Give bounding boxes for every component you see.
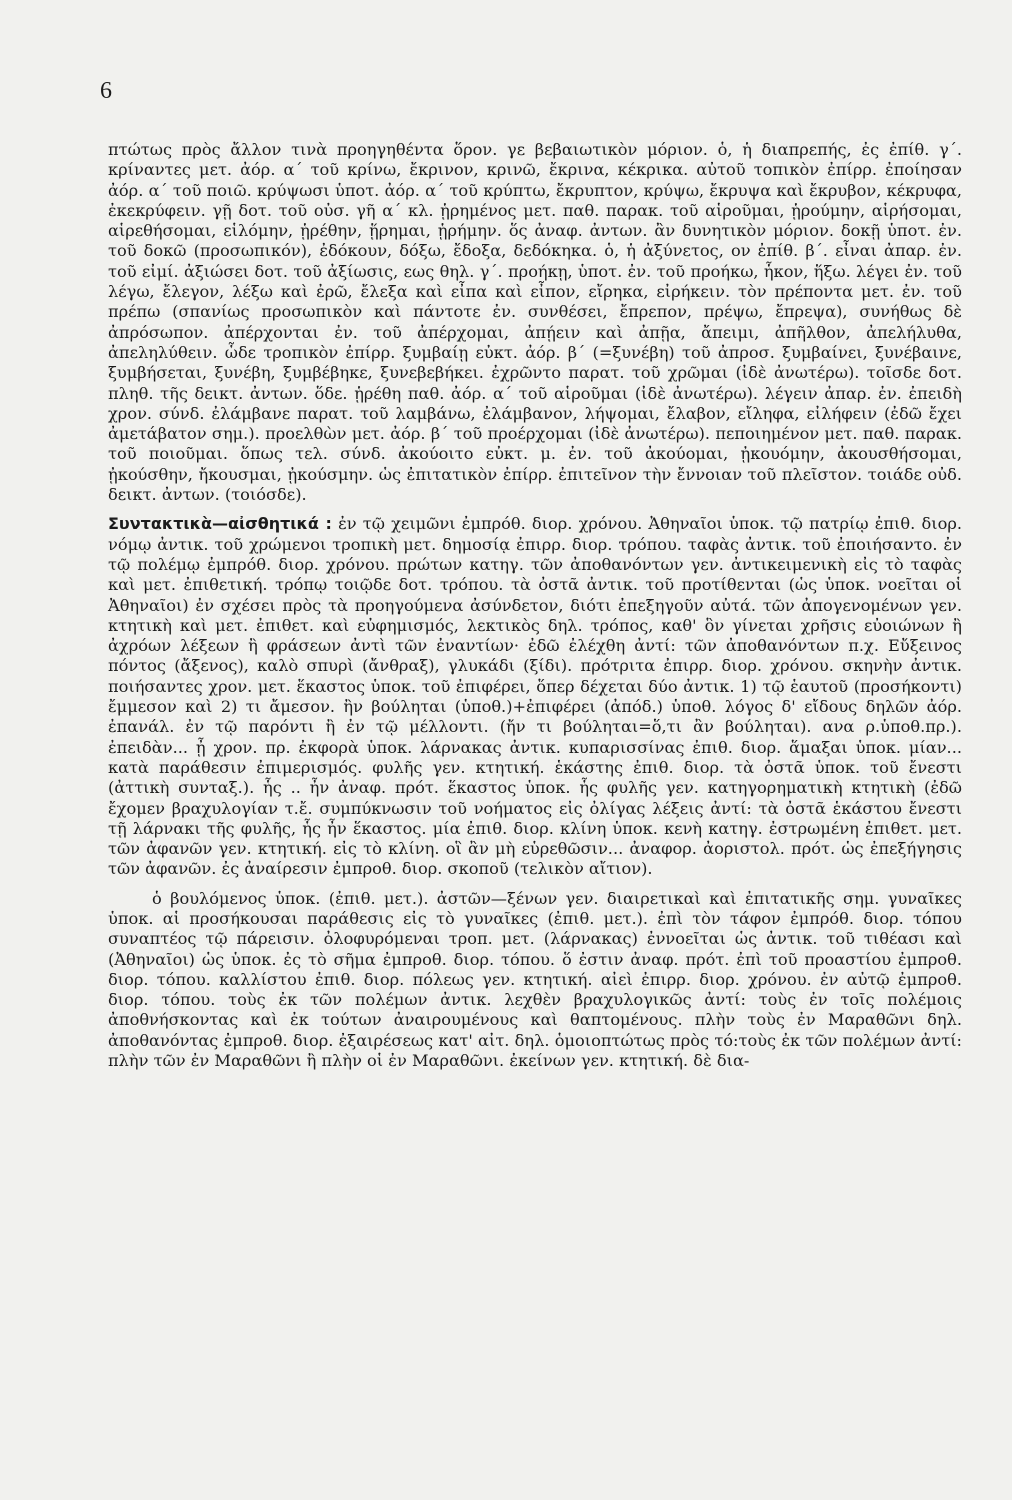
- vocabulary-paragraph: πτώτως πρὸς ἄλλον τινὰ προηγηθέντα ὅρον. γε βεβαιωτικὸν μόριον. ὁ, ἡ διαπρεπής, ἐς ἐπίθ. γ΄. κρίναντες μετ. ἀόρ. α΄ τοῦ κρίνω, ἔκρινον, κρινῶ, ἔκρινα, κέκρικα. αὐτοῦ τοπικὸν ἐπίρρ. ἐποίησαν ἀόρ. α΄ τοῦ ποιῶ. κρύψωσι ὑποτ. ἀόρ. α΄ τοῦ κρύπτω, ἔκρυπτον, κρύψω, ἔκρυψα καὶ ἔκρυβον, κέκρυφα, ἐκεκρύφειν. γῇ δοτ. τοῦ οὐσ. γῆ α΄ κλ. ᾑρημένος μετ. παθ. παρακ. τοῦ αἱροῦμαι, ᾑρούμην, αἱρήσομαι, αἱρεθήσομαι, εἱλόμην, ᾑρέθην, ᾕρημαι, ᾑρήμην. ὅς ἀναφ. ἀντων. ἂν δυνητικὸν μόριον. δοκῇ ὑποτ. ἐν. τοῦ δοκῶ (προσωπικόν), ἐδόκουν, δόξω, ἔδοξα, δεδόκηκα. ὁ, ἡ ἀξύνετος, ον ἐπίθ. β΄. εἶναι ἀπαρ. ἐν. τοῦ εἰμί. ἀξιώσει δοτ. τοῦ ἀξίωσις, εως θηλ. γ΄. προήκῃ, ὑποτ. ἐν. τοῦ προήκω, ἧκον, ἥξω. λέγει ἐν. τοῦ λέγω, ἔλεγον, λέξω καὶ ἐρῶ, ἔλεξα καὶ εἶπα καὶ εἶπον, εἴρηκα, εἰρήκειν. τὸν πρέποντα μετ. ἐν. τοῦ πρέπω (σπανίως προσωπικὸν καὶ πάντοτε ἐν. συνθέσει, ἔπρεπον, πρέψω, ἔπρεψα), συνήθως δὲ ἀπρόσωπον. ἀπέρχονται ἐν. τοῦ ἀπέρχομαι, ἀπῄειν καὶ ἀπῇα, ἄπειμι, ἀπῆλθον, ἀπελήλυθα, ἀπεληλύθειν. ὧδε τροπικὸν ἐπίρρ. ξυμβαίῃ εὐκτ. ἀόρ. β΄ (=ξυνέβη) τοῦ ἀπροσ. ξυμβαίνει, ξυνέβαινε, ξυμβήσεται, ξυνέβη, ξυμβέβηκε, ξυνεβεβήκει. ἐχρῶντο παρατ. τοῦ χρῶμαι (ἰδὲ ἀνωτέρω). τοῖσδε δοτ. πληθ. τῆς δεικτ. ἀντων. ὅδε. ᾑρέθη παθ. ἀόρ. α΄ τοῦ αἱροῦμαι (ἰδὲ ἀνωτέρω). λέγειν ἀπαρ. ἐν. ἐπειδὴ χρον. σύνδ. ἐλάμβανε παρατ. τοῦ λαμβάνω, ἐλάμβανον, λήψομαι, ἔλαβον, εἴληφα, εἰλήφειν (ἐδῶ ἔχει ἀμετάβατον σημ.). προελθὼν μετ. ἀόρ. β΄ τοῦ προέρχομαι (ἰδὲ ἀνωτέρω). πεποιημένον μετ. παθ. παρακ. τοῦ ποιοῦμαι. ὅπως τελ. σύνδ. ἀκούοιτο εὐκτ. μ. ἐν. τοῦ ἀκούομαι, ᾐκουόμην, ἀκουσθήσομαι, ᾐκούσθην, ἤκουσμαι, ᾐκούσμην. ὡς ἐπιτατικὸν ἐπίρρ. ἐπιτεῖνον τὴν ἔννοιαν τοῦ πλεῖστον. τοιάδε οὐδ. δεικτ. ἀντων. (τοιόσδε).: [108, 140, 962, 505]
- section-heading: Συντακτικὰ—αἰσθητικά :: [108, 514, 332, 534]
- notes-paragraph: ὁ βουλόμενος ὑποκ. (ἐπιθ. μετ.). ἀστῶν—ξένων γεν. διαιρετικαὶ καὶ ἐπιτατικῆς σημ. γυναῖκες ὑποκ. αἱ προσήκουσαι παράθεσις εἰς τὸ γυναῖκες (ἐπιθ. μετ.). ἐπὶ τὸν τάφον ἐμπρόθ. διορ. τόπου συναπτέος τῷ πάρεισιν. ὀλοφυρόμεναι τροπ. μετ. (λάρνακας) ἐννοεῖται ὡς ἀντικ. τοῦ τιθέασι καὶ (Ἀθηναῖοι) ὡς ὑποκ. ἐς τὸ σῆμα ἐμπροθ. διορ. τόπου. ὅ ἐστιν ἀναφ. πρότ. ἐπὶ τοῦ προαστίου ἐμπροθ. διορ. τόπου. καλλίστου ἐπιθ. διορ. πόλεως γεν. κτητική. αἰεὶ ἐπιρρ. διορ. χρόνου. ἐν αὐτῷ ἐμπροθ. διορ. τόπου. τοὺς ἐκ τῶν πολέμων ἀντικ. λεχθὲν βραχυλογικῶς ἀντί: τοὺς ἐν τοῖς πολέμοις ἀποθνήσκοντας καὶ ἐκ τούτων ἀναιρουμένους καὶ θαπτομένους. πλὴν τοὺς ἐν Μαραθῶνι δηλ. ἀποθανόντας ἐμπροθ. διορ. ἐξαιρέσεως κατ' αἰτ. δηλ. ὁμοιοπτώτως πρὸς τό:τοὺς ἐκ τῶν πολέμων ἀντί: πλὴν τῶν ἐν Μαραθῶνι ἢ πλὴν οἱ ἐν Μαραθῶνι. ἐκείνων γεν. κτητική. δὲ δια-: [108, 888, 962, 1071]
- syntax-paragraph: [108, 514, 962, 879]
- page-number: 6: [100, 78, 112, 104]
- syntax-paragraph-text: ἐν τῷ χειμῶνι ἐμπρόθ. διορ. χρόνου. Ἀθηναῖοι ὑποκ. τῷ πατρίῳ ἐπιθ. διορ. νόμῳ ἀντικ. τοῦ χρώμενοι τροπικὴ μετ. δημοσίᾳ ἐπιρρ. διορ. τρόπου. ταφὰς ἀντικ. τοῦ ἐποιήσαντο. ἐν τῷ πολέμῳ ἐμπρόθ. διορ. χρόνου. πρώτων κατηγ. τῶν ἀποθανόντων γεν. ἀντικειμενικὴ εἰς τὸ ταφὰς καὶ μετ. ἐπιθετική. τρόπῳ τοιῷδε δοτ. τρόπου. τὰ ὀστᾶ ἀντικ. τοῦ προτίθενται (ὡς ὑποκ. νοεῖται οἱ Ἀθηναῖοι) ἐν σχέσει πρὸς τὰ προηγούμενα ἀσύνδετον, διότι ἐπεξηγοῦν αὐτά. τῶν ἀπογενομένων γεν. κτητικὴ καὶ μετ. ἐπιθετ. καὶ εὐφημισμός, λεκτικὸς δηλ. τρόπος, καθ' ὃν γίνεται χρῆσις εὐοιώνων ἢ ἀχρόων λέξεων ἢ φράσεων ἀντὶ τῶν ἐναντίων· ἐδῶ ἐλέχθη ἀντί: τῶν ἀποθανόντων π.χ. Εὔξεινος πόντος (ἄξενος), καλὸ σπυρὶ (ἄνθραξ), γλυκάδι (ξίδι). πρότριτα ἐπιρρ. διορ. χρόνου. σκηνὴν ἀντικ. ποιήσαντες χρον. μετ. ἕκαστος ὑποκ. τοῦ ἐπιφέρει, ὅπερ δέχεται δύο ἀντικ. 1) τῷ ἑαυτοῦ (προσήκοντι) ἔμμεσον καὶ 2) τι ἄμεσον. ἢν βούληται (ὑποθ.)+ἐπιφέρει (ἀπόδ.) ὑποθ. λόγος δ' εἴδους δηλῶν ἀόρ. ἐπανάλ. ἐν τῷ παρόντι ἢ ἐν τῷ μέλλοντι. (ἤν τι βούληται=ὅ,τι ἂν βούληται). ανα ρ.ὑποθ.πρ.). ἐπειδὰν... ᾖ χρον. πρ. ἐκφορὰ ὑποκ. λάρνακας ἀντικ. κυπαρισσίνας ἐπιθ. διορ. ἅμαξαι ὑποκ. μίαν... κατὰ παράθεσιν ἐπιμερισμός. φυλῆς γεν. κτητική. ἑκάστης ἐπιθ. διορ. τὰ ὀστᾶ ὑποκ. τοῦ ἔνεστι (ἀττικὴ συνταξ.). ἧς .. ἦν ἀναφ. πρότ. ἕκαστος ὑποκ. ἧς φυλῆς γεν. κατηγορηματικὴ κτητικὴ (ἐδῶ ἔχομεν βραχυλογίαν τ.ἔ. συμπύκνωσιν τοῦ νοήματος εἰς ὀλίγας λέξεις ἀντί: τὰ ὀστᾶ ἑκάστου ἔνεστι τῇ λάρνακι τῆς φυλῆς, ἧς ἦν ἕκαστος. μία ἐπιθ. διορ. κλίνη ὑποκ. κενὴ κατηγ. ἐστρωμένη ἐπιθετ. μετ. τῶν ἀφανῶν γεν. κτητική. εἰς τὸ κλίνη. οἳ ἂν μὴ εὑρεθῶσιν... ἀναφορ. ἀοριστολ. πρότ. ὡς ἐπεξήγησις τῶν ἀφανῶν. ἐς ἀναίρεσιν ἐμπροθ. διορ. σκοποῦ (τελικὸν αἴτιον).: [108, 514, 962, 879]
- text-column: [108, 140, 962, 1071]
